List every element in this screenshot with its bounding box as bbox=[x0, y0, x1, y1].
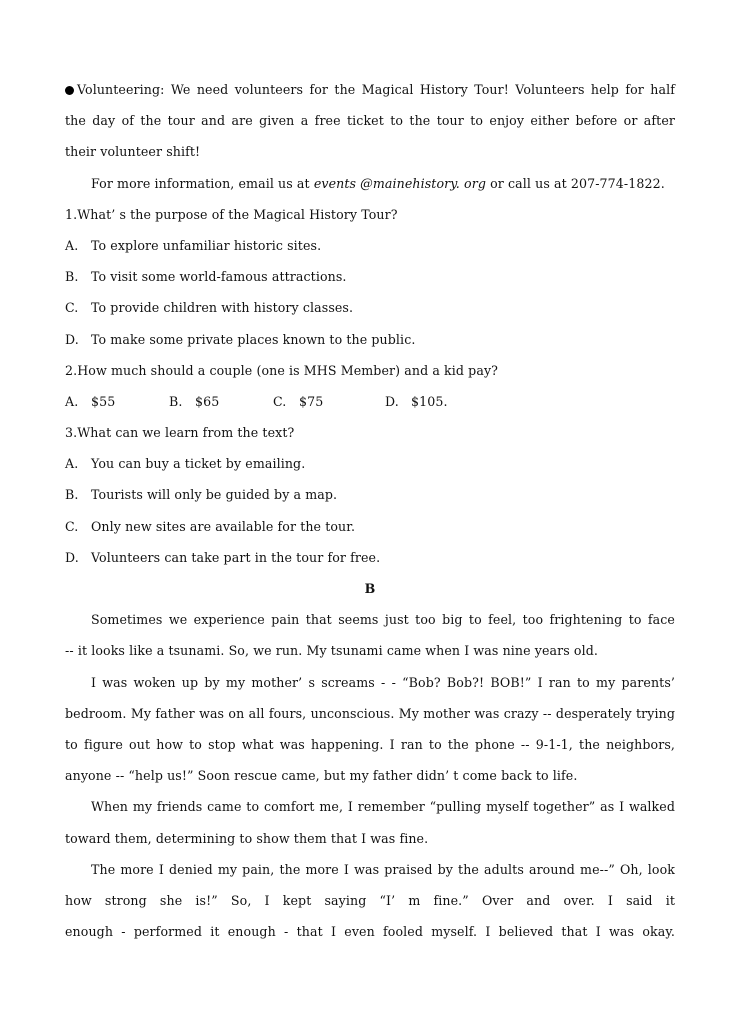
question-3-option-b[interactable]: B. Tourists will only be guided by a map. bbox=[65, 487, 338, 503]
volunteer-line-1: Volunteering: We need volunteers for the Magical History Tour! Volunteers help for half bbox=[65, 74, 675, 105]
question-2-option-b[interactable]: B. $65 bbox=[169, 393, 220, 409]
paragraph-4-line-1: The more I denied my pain, the more I was praised by the adults around me--” Oh, look bbox=[91, 861, 675, 877]
paragraph-1-line-1: Sometimes we experience pain that seems just too big to feel, too frightening to face bbox=[91, 612, 675, 628]
paragraph-2-line-2: bedroom. My father was on all fours, unconscious. My mother was crazy -- desperately trying bbox=[65, 705, 675, 721]
bullet-icon bbox=[65, 86, 74, 95]
question-2-option-c[interactable]: C. $75 bbox=[273, 393, 324, 409]
question-1-option-d[interactable]: D. To make some private places known to the public. bbox=[65, 331, 416, 347]
question-3-stem: 3.What can we learn from the text? bbox=[65, 425, 295, 441]
question-1-option-b[interactable]: B. To visit some world-famous attractions. bbox=[65, 269, 347, 285]
question-3-option-c[interactable]: C. Only new sites are available for the tour. bbox=[65, 518, 356, 534]
question-3-option-a[interactable]: A. You can buy a ticket by emailing. bbox=[65, 456, 306, 472]
paragraph-1-line-2: -- it looks like a tsunami. So, we run. My tsunami came when I was nine years old. bbox=[65, 643, 599, 659]
question-1-option-a[interactable]: A. To explore unfamiliar historic sites. bbox=[65, 237, 322, 253]
paragraph-2-line-3: to figure out how to stop what was happening. I ran to the phone -- 9-1-1, the neighbors, bbox=[65, 736, 675, 752]
email-link[interactable]: events @mainehistory. org bbox=[313, 175, 486, 191]
paragraph-4-line-3: enough - performed it enough - that I even fooled myself. I believed that I was okay. bbox=[65, 924, 675, 940]
question-2-options bbox=[65, 386, 675, 417]
question-2-option-d[interactable]: D. $105. bbox=[385, 393, 448, 409]
question-1-stem: 1.What’ s the purpose of the Magical History Tour? bbox=[65, 206, 398, 222]
question-2-option-a[interactable]: A. $55 bbox=[65, 393, 116, 409]
contact-line: For more information, email us at events @mainehistory. org or call us at 207-774-1822. bbox=[91, 175, 665, 191]
section-b-heading: B bbox=[364, 581, 376, 596]
document-page bbox=[65, 74, 675, 947]
volunteer-line-3: their volunteer shift! bbox=[65, 144, 201, 160]
paragraph-4-line-2: how strong she is!” So, I kept saying “I’ m fine.” Over and over. I said it bbox=[65, 892, 675, 908]
question-1-option-c[interactable]: C. To provide children with history classes. bbox=[65, 300, 354, 316]
paragraph-3-line-1: When my friends came to comfort me, I remember “pulling myself together” as I walked bbox=[91, 799, 675, 815]
paragraph-2-line-1: I was woken up by my mother’ s screams - - “Bob? Bob?! BOB!” I ran to my parents’ bbox=[91, 674, 675, 690]
paragraph-3-line-2: toward them, determining to show them that I was fine. bbox=[65, 830, 429, 846]
volunteer-line-2: the day of the tour and are given a free ticket to the tour to enjoy either before or after bbox=[65, 113, 675, 129]
paragraph-2-line-4: anyone -- “help us!” Soon rescue came, but my father didn’ t come back to life. bbox=[65, 768, 578, 784]
question-2-stem: 2.How much should a couple (one is MHS Member) and a kid pay? bbox=[65, 362, 499, 378]
question-3-option-d[interactable]: D. Volunteers can take part in the tour for free. bbox=[65, 549, 381, 565]
